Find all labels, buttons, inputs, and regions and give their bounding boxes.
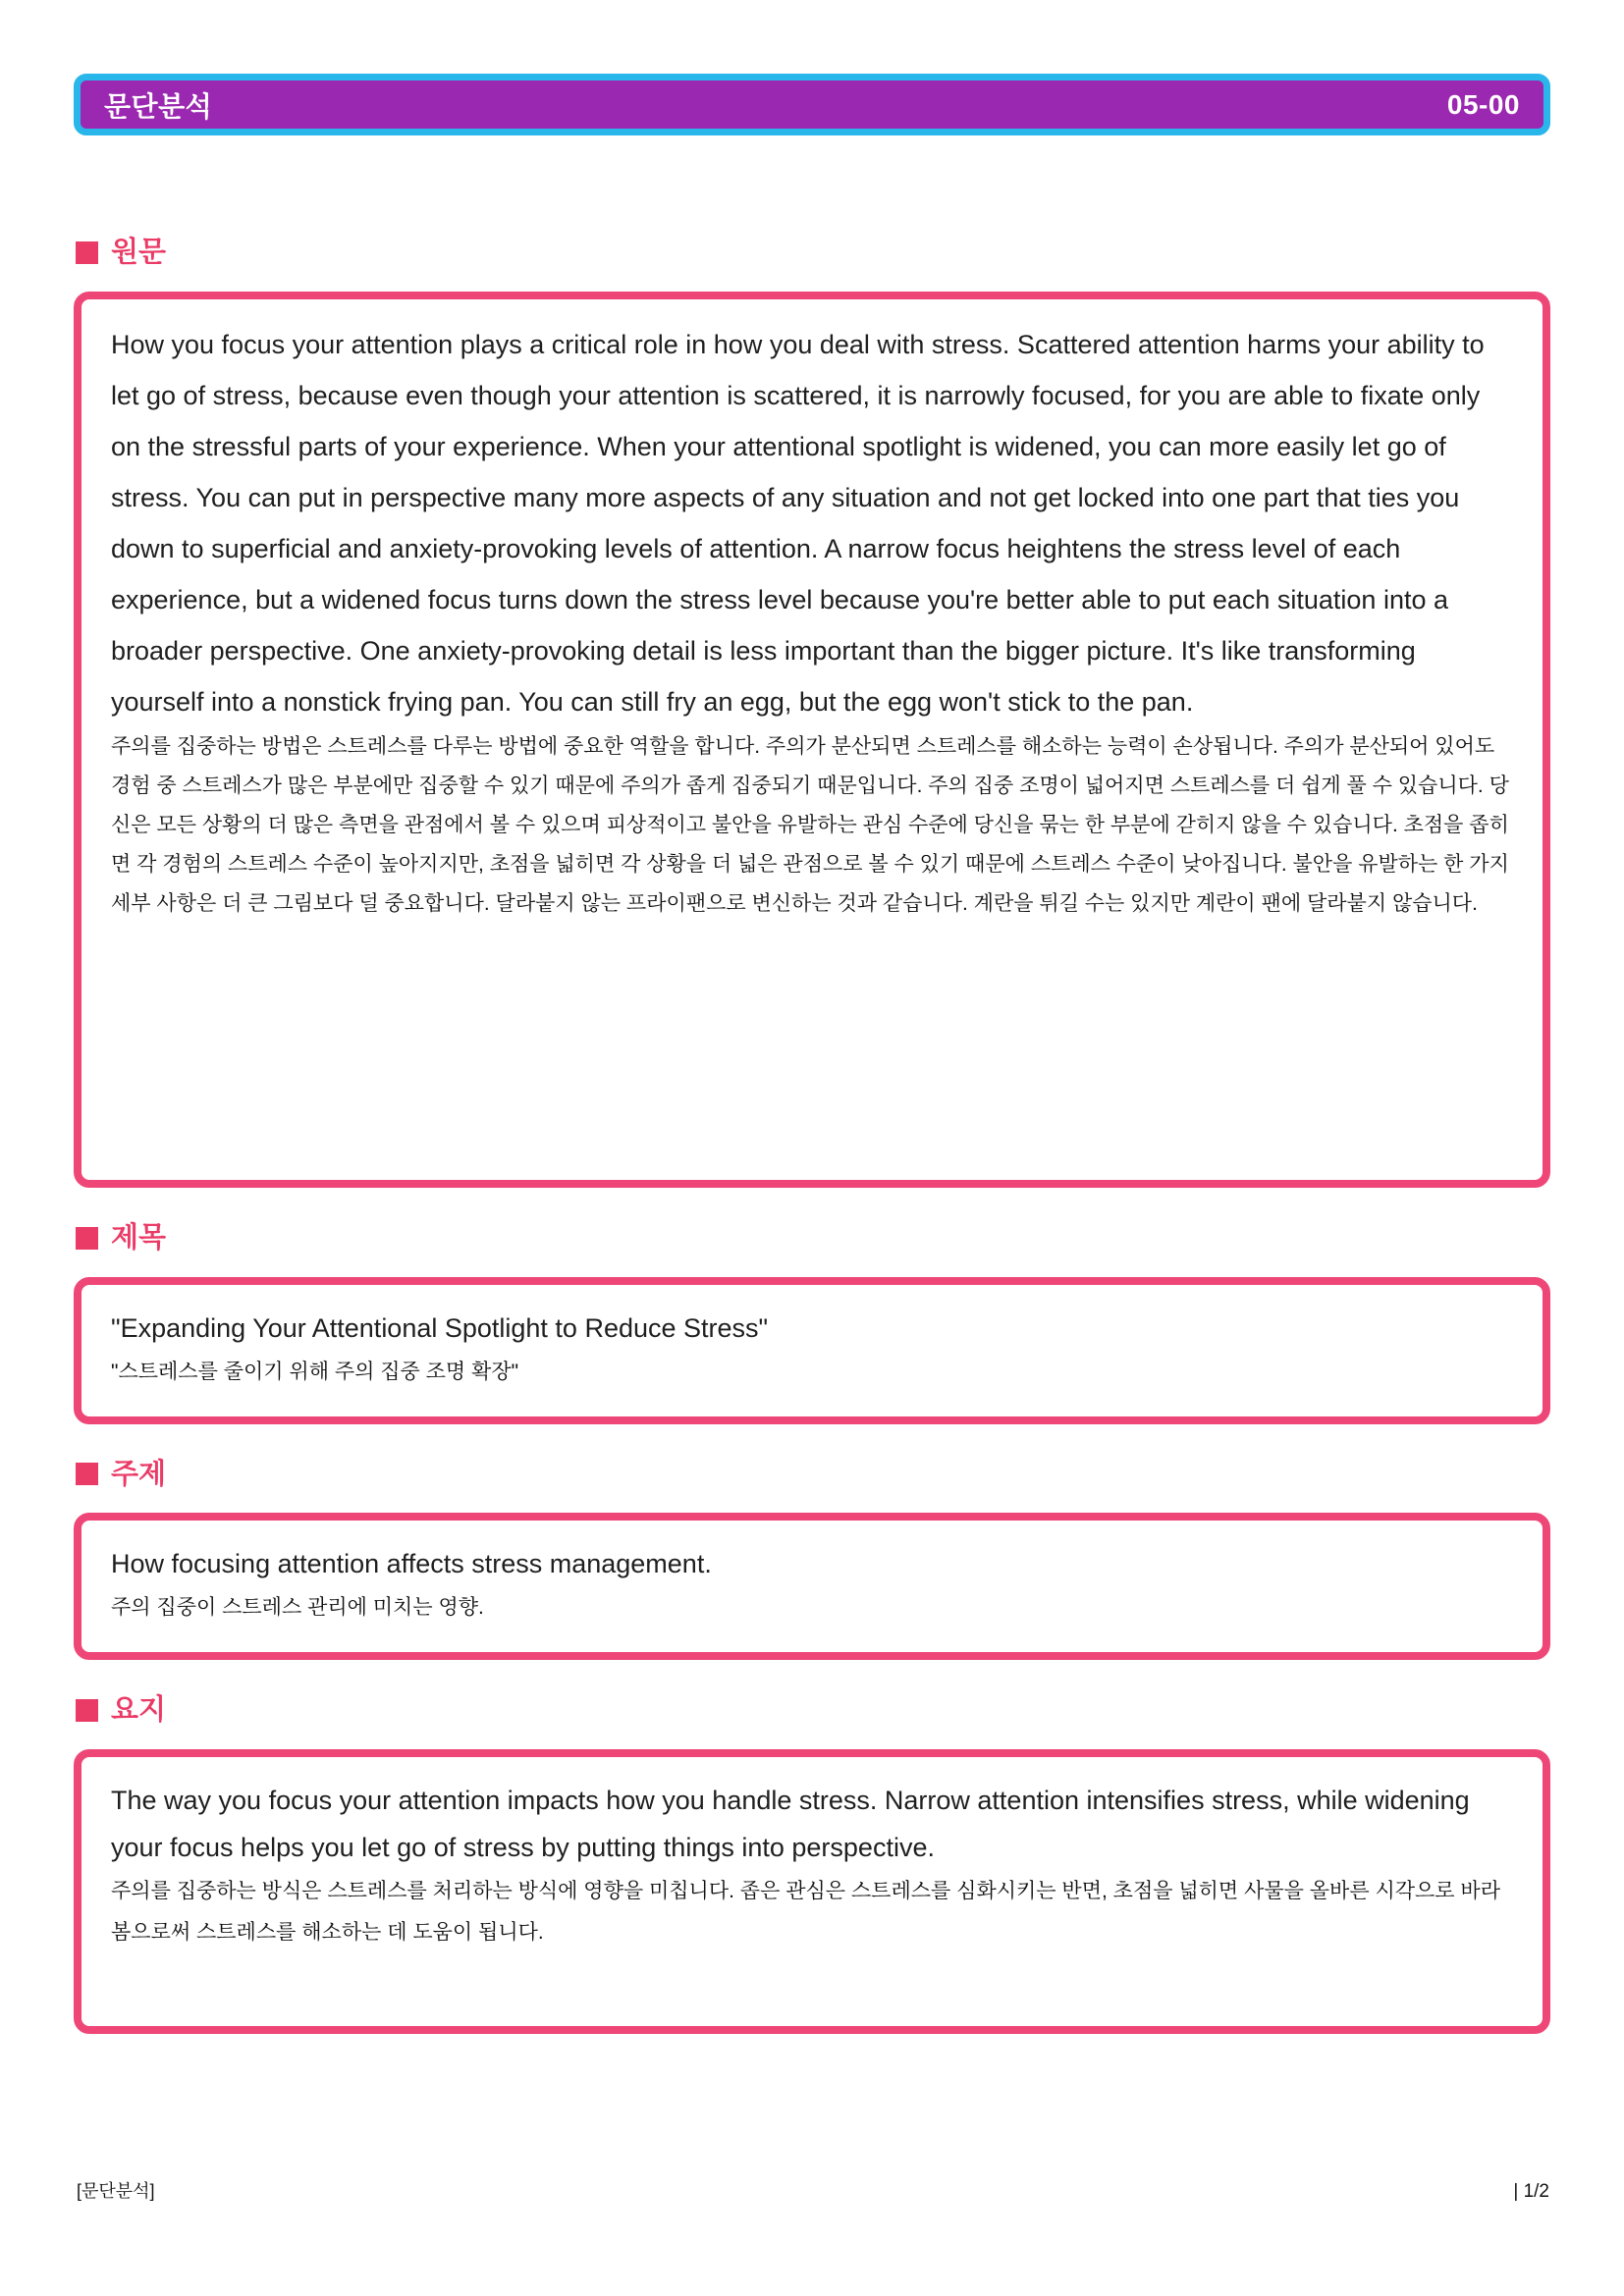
gist-box [74,1749,1550,2034]
page-number: | 1/2 [1513,2181,1549,2202]
korean-translation: 주의를 집중하는 방법은 스트레스를 다루는 방법에 중요한 역할을 합니다. 주의가 분산되면 스트레스를 해소하는 능력이 손상됩니다. 주의가 분산되어 있어도 경험 중 스트레스가 많은 부분에만 집중할 수 있기 때문에 주의가 좁게 집중되기 때문입니다. 주의 집중 조명이 넓어지면 스트레스를 더 쉽게 풀 수 있습니다. 당신은 모든 상황의 더 많은 측면을 관점에서 볼 수 있으며 피상적이고 불안을 유발하는 관심 수준에 당신을 묶는 한 부분에 갇히지 않을 수 있습니다. 초점을 좁히면 각 경험의 스트레스 수준이 높아지지만, 초점을 넓히면 각 상황을 더 넓은 관점으로 볼 수 있기 때문에 스트레스 수준이 낮아집니다. 불안을 유발하는 한 가지 세부 사항은 더 큰 그림보다 덜 중요합니다. 달라붙지 않는 프라이팬으로 변신하는 것과 같습니다. 계란을 튀길 수는 있지만 계란이 팬에 달라붙지 않습니다. [111,734,1509,915]
section-heading-title [76,1221,1550,1255]
english-title: "Expanding Your Attentional Spotlight to Reduce Stress" [111,1312,769,1343]
english-passage: How you focus your attention plays a critical role in how you deal with stress. Scattered attention harms your ability to let go of stress, because even though your attention is scattered, it is narrowly focused, for you are able to fixate only on the stressful parts of your experience. When your attentional spotlight is widened, you can more easily let go of stress. You can put in perspective many more aspects of any situation and not get locked into one part that ties you down to superficial and anxiety-provoking levels of attention. A narrow focus heightens the stress level of each experience, but a widened focus turns down the stress level because you're better able to put each situation into a broader perspective. One anxiety-provoking detail is less important than the bigger picture. It's like transforming yourself into a nonstick frying pan. You can still fry an egg, but the egg won't stick to the pan. [111,329,1485,717]
square-bullet-icon [76,1227,98,1250]
section-heading-label: 주제 [111,1458,167,1490]
page-footer [77,2177,1549,2203]
page-title: 문단분석 [104,90,213,122]
section-heading-label: 원문 [111,237,167,268]
section-heading-topic [76,1458,1550,1492]
english-gist: The way you focus your attention impacts how you handle stress. Narrow attention intensifies stress, while widening your focus helps you let go of stress by putting things into perspective. [111,1786,1470,1863]
square-bullet-icon [76,1463,98,1485]
section-heading-gist [76,1693,1550,1728]
section-heading-label: 요지 [111,1694,167,1727]
section-gist [74,1693,1550,2034]
section-title [74,1221,1550,1424]
original-text-box [74,292,1550,1188]
korean-gist: 주의를 집중하는 방식은 스트레스를 처리하는 방식에 영향을 미칩니다. 좁은 관심은 스트레스를 심화시키는 반면, 초점을 넓히면 사물을 올바른 시각으로 바라봄으로써 스트레스를 해소하는 데 도움이 됩니다. [111,1880,1500,1945]
topic-box [74,1513,1550,1660]
section-heading-original [76,236,1550,270]
footer-label: [문단분석] [77,2181,155,2201]
square-bullet-icon [76,1699,98,1722]
section-topic [74,1458,1550,1661]
title-box [74,1277,1550,1424]
english-topic: How focusing attention affects stress management. [111,1549,712,1579]
page-content [74,74,1550,2034]
section-original-text [74,236,1550,1188]
korean-title: "스트레스를 줄이기 위해 주의 집중 조명 확장" [111,1360,519,1383]
korean-topic: 주의 집중이 스트레스 관리에 미치는 영향. [111,1596,484,1620]
section-heading-label: 제목 [111,1221,167,1254]
square-bullet-icon [76,241,98,264]
header-bar [74,74,1550,135]
page-code: 05-00 [1446,88,1520,120]
